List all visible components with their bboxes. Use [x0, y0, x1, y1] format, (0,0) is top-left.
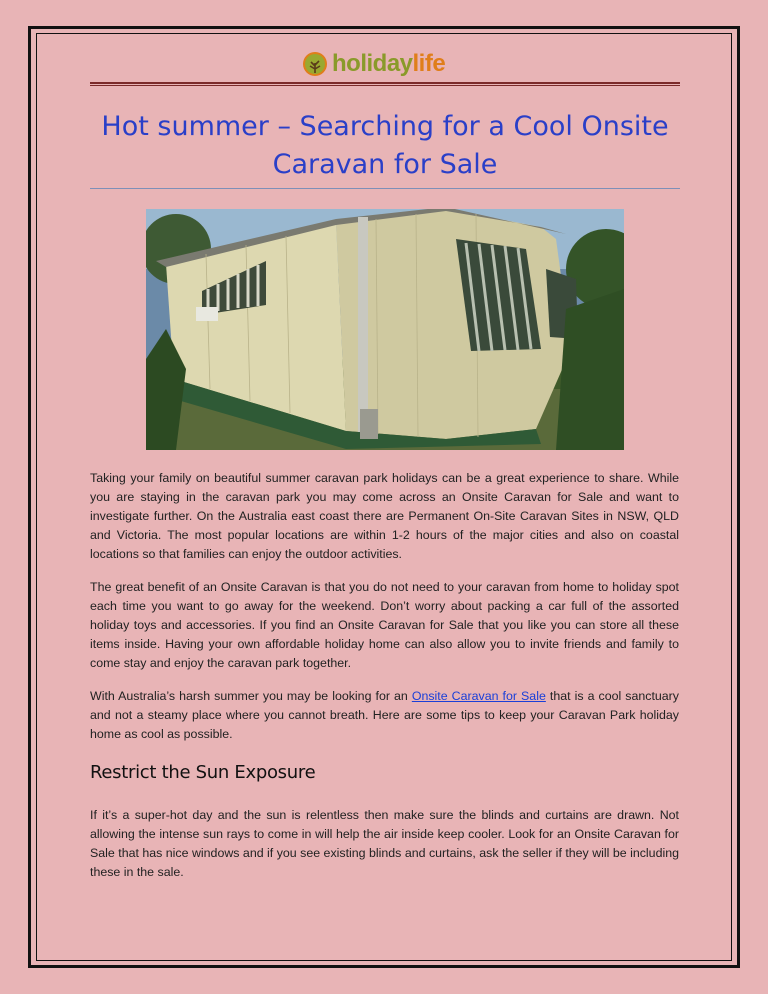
section-heading: Restrict the Sun Exposure — [90, 762, 316, 783]
onsite-caravan-link[interactable]: Onsite Caravan for Sale — [411, 689, 546, 703]
logo-wordmark — [332, 50, 445, 78]
logo-word-life: life — [412, 50, 446, 77]
holidaylife-logo[interactable] — [302, 49, 445, 79]
paragraph-sun-exposure: If it’s a super-hot day and the sun is relentless then make sure the blinds and curtains are drawn. Not allowing the intense sun rays to come in will help the air inside keep cooler. Look for an Onsite Caravan for Sale that has nice windows and if you see existing blinds and curtains, ask the seller if they will be including these in the sale. — [90, 808, 679, 879]
tree-icon — [302, 51, 328, 77]
page-title: Hot summer – Searching for a Cool Onsite Caravan for Sale — [101, 111, 669, 180]
paragraph-summer — [90, 687, 679, 744]
paragraph-intro: Taking your family on beautiful summer caravan park holidays can be a great experience to share. While you are staying in the caravan park you may come across an Onsite Caravan for Sale and want to investigate further. On the Australia east coast there are Permanent On-Site Caravan Sites in NSW, QLD and Victoria. The most popular locations are within 1-2 hours of the major cities and also on coastal locations so that families can enjoy the outdoor activities. — [90, 471, 679, 561]
logo-word-holiday: holiday — [332, 50, 413, 77]
caravan-photo — [146, 209, 624, 450]
paragraph-benefit: The great benefit of an Onsite Caravan is that you do not need to your caravan from home to holiday spot each time you want to go away for the weekend. Don’t worry about packing a car full of the assorted holiday toys and accessories. If you find an Onsite Caravan for Sale that you like you can store all these items inside. Having your own affordable holiday home can also allow you to invite friends and family to come stay and enjoy the caravan park together. — [90, 580, 679, 670]
paragraph-summer-start: With Australia’s harsh summer you may be looking for an — [90, 689, 412, 703]
caravan-photo-image — [146, 209, 624, 450]
title-underline — [90, 188, 680, 189]
paragraph-summer-end: that is a cool sanctuary and not a steamy place where you cannot breath. Here are some tips to keep your Caravan Park holiday home as cool as possible. — [90, 689, 680, 741]
header-divider — [90, 82, 680, 86]
